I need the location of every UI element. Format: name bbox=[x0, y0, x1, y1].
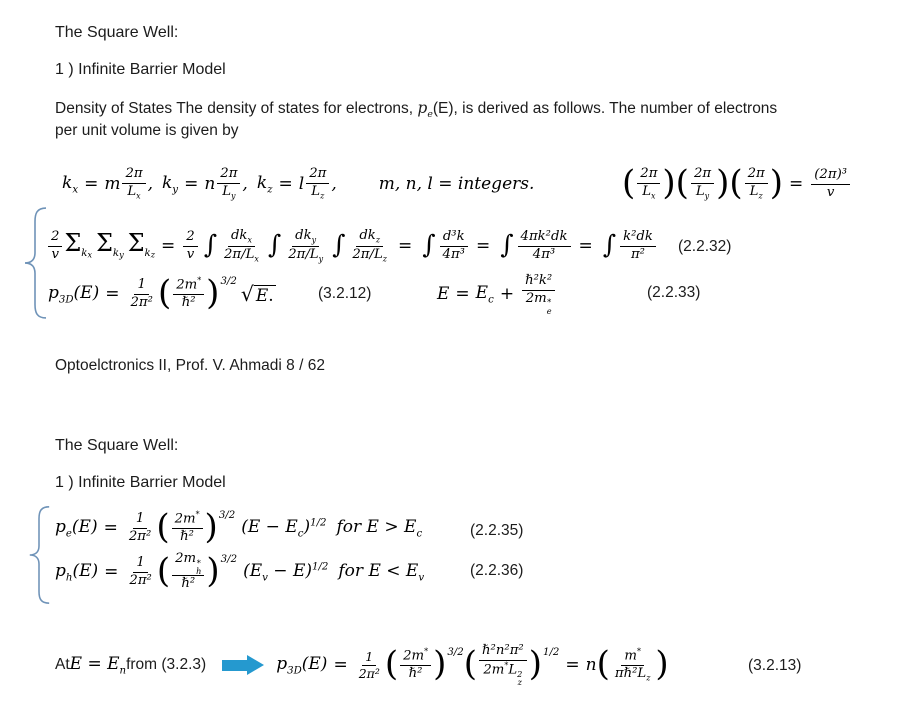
math-token: , bbox=[242, 174, 248, 194]
math-token: = bbox=[333, 655, 348, 675]
fraction: k²dk π² bbox=[620, 229, 656, 263]
fraction: 2 v bbox=[48, 229, 62, 263]
fraction: $\frac{1}{\text{2π²}}$ bbox=[129, 554, 152, 588]
paragraph-line-2: per unit volume is given by bbox=[55, 122, 239, 139]
math-token: , bbox=[147, 174, 153, 194]
equation-label-2-2-33: (2.2.33) bbox=[647, 284, 701, 301]
equation-2-2-33 bbox=[437, 272, 557, 316]
math-token: for $E > E_c$ bbox=[336, 516, 423, 540]
at-text: At bbox=[55, 656, 70, 673]
paren-power-group: ( 2m * h ℏ² ) $^{3/2}$ bbox=[156, 551, 238, 592]
integral-sign: ∫ bbox=[203, 230, 217, 261]
fraction: $\frac{2}{v}$ bbox=[183, 229, 197, 263]
paren-power-group: ( ℏ²n²π² 2m*L 2 z ) $^{1/2}$ bbox=[463, 643, 560, 688]
math-token: $k_z$ bbox=[256, 172, 273, 196]
fraction: $\frac{1}{\text{2π²}}$ bbox=[130, 276, 153, 310]
paren-power-group: ( 2m* ℏ² ) $^{3/2}$ bbox=[384, 644, 464, 685]
integral-sign: ∫ bbox=[332, 230, 346, 261]
paren-power-group: ( 2m* ℏ² ) $^{3/2}$ bbox=[157, 273, 237, 314]
fraction: 2π $L_y$ bbox=[217, 166, 240, 201]
math-token: E bbox=[437, 284, 450, 304]
math-token: n bbox=[204, 174, 216, 194]
model-subtitle-2: 1 ) Infinite Barrier Model bbox=[55, 474, 226, 491]
section-title-2: The Square Well: bbox=[55, 437, 179, 454]
integral-sign: ∫ bbox=[602, 230, 617, 261]
pe-variable: p bbox=[417, 99, 428, 117]
math-token: $(E_v - E)^{1/2}$ bbox=[243, 560, 329, 584]
integral-sign: ∫ bbox=[422, 230, 436, 261]
math-token: = bbox=[565, 655, 580, 675]
math-token: n bbox=[585, 655, 597, 675]
fraction: 2π $L_z$ bbox=[306, 166, 329, 201]
math-token: = bbox=[105, 284, 120, 304]
math-token: $p_{3D}(E)$ bbox=[276, 653, 328, 677]
math-token: = bbox=[397, 236, 413, 256]
math-token: , bbox=[331, 174, 337, 194]
paragraph-text: (E), is derived as follows. The number of electrons bbox=[432, 100, 778, 117]
fraction: ℏ²k² 2m * e bbox=[522, 273, 555, 315]
integral-sign: ∫ bbox=[500, 230, 514, 261]
math-token: = bbox=[184, 174, 199, 194]
fraction: $dk_x$ $2\pi/L_x$ bbox=[224, 227, 259, 264]
equation-label-3-2-12: (3.2.12) bbox=[318, 285, 372, 302]
equation-label-2-2-35: (2.2.35) bbox=[470, 522, 524, 539]
paren-power-group: ( 2m* ℏ² ) $^{3/2}$ bbox=[156, 507, 236, 548]
fraction: $\frac{1}{\text{2π²}}$ bbox=[128, 510, 152, 544]
left-brace-annotation-2 bbox=[27, 505, 51, 605]
math-token: $p_h(E)$ bbox=[55, 560, 99, 584]
fraction: $dk_z$ $2\pi/L_z$ bbox=[352, 227, 387, 264]
math-token: = bbox=[278, 174, 293, 194]
equation-3-2-12 bbox=[48, 272, 276, 316]
math-token: $p_{3D}(E)$ bbox=[48, 282, 100, 306]
fraction: $\frac{\text{4πk²dk}}{\text{4π³}}$ bbox=[518, 229, 571, 263]
sqrt-group: √ E. bbox=[240, 282, 274, 306]
model-subtitle: 1 ) Infinite Barrier Model bbox=[55, 61, 226, 78]
paren-group: ( m* $\pi\hbar^2L_z$ ) bbox=[596, 644, 669, 685]
sum-operator: $\Sigma_{kx}$ bbox=[64, 229, 93, 260]
equation-label-2-2-36: (2.2.36) bbox=[470, 562, 524, 579]
section-title: The Square Well: bbox=[55, 24, 179, 41]
sum-operator: $\Sigma_{kz}$ bbox=[127, 229, 156, 260]
sum-operator: $\Sigma_{ky}$ bbox=[96, 229, 124, 260]
paragraph-line-1 bbox=[55, 99, 777, 120]
equation-label-2-2-32: (2.2.32) bbox=[678, 238, 732, 255]
math-token: m, n, l = integers. bbox=[378, 174, 535, 194]
math-token: = bbox=[161, 236, 176, 256]
math-token: = bbox=[104, 562, 119, 582]
equation-volume-element bbox=[622, 158, 852, 210]
math-token: $(E - E_c)^{1/2}$ bbox=[241, 516, 327, 540]
equation-3-2-13-line bbox=[55, 641, 669, 689]
right-arrow-icon bbox=[222, 655, 264, 675]
paren-group: ( 2π $L_z$ ) bbox=[729, 163, 784, 204]
math-token: $p_e(E)$ bbox=[55, 516, 98, 540]
fraction: $dk_y$ $2\pi/L_y$ bbox=[288, 227, 324, 264]
math-token: for $E < E_v$ bbox=[338, 560, 425, 584]
pe-subscript: e bbox=[427, 109, 433, 121]
math-token: l bbox=[298, 174, 305, 194]
math-token: = bbox=[455, 284, 470, 304]
math-token: $k_y$ bbox=[161, 172, 179, 196]
fraction: $\frac{\text{(2π)³}}{v}$ bbox=[811, 167, 850, 201]
math-token: m bbox=[104, 174, 121, 194]
math-token: = bbox=[103, 518, 118, 538]
math-token: $k_x$ bbox=[62, 172, 79, 196]
math-token: + bbox=[499, 284, 515, 304]
equation-k-definitions bbox=[62, 160, 534, 208]
math-token: = bbox=[578, 236, 593, 256]
equation-2-2-36 bbox=[55, 549, 424, 595]
fraction: 2π $L_x$ bbox=[122, 166, 145, 201]
equation-2-2-35 bbox=[55, 506, 422, 550]
equation-2-2-32 bbox=[46, 224, 658, 268]
math-token: = bbox=[475, 236, 491, 256]
math-token: $E = E_n$ bbox=[69, 653, 127, 677]
math-token: $E_c$ bbox=[475, 282, 494, 306]
left-brace-annotation bbox=[22, 206, 48, 320]
math-token: = bbox=[789, 174, 804, 194]
paren-group: ( 2π $L_y$ ) bbox=[675, 163, 730, 204]
from-text: from (3.2.3) bbox=[126, 656, 207, 673]
math-token: = bbox=[84, 174, 99, 194]
paragraph-text: Density of States The density of states for electrons, bbox=[55, 100, 418, 117]
fraction: $\frac{1}{\text{2π²}}$ bbox=[358, 648, 380, 681]
fraction: $\frac{\text{d³k}}{\text{4π³}}$ bbox=[440, 229, 468, 263]
paren-group: ( 2π $L_x$ ) bbox=[622, 163, 676, 204]
integral-sign: ∫ bbox=[267, 230, 282, 261]
equation-label-3-2-13: (3.2.13) bbox=[748, 657, 802, 674]
course-footer: Optoelctronics II, Prof. V. Ahmadi 8 / 62 bbox=[55, 357, 325, 374]
